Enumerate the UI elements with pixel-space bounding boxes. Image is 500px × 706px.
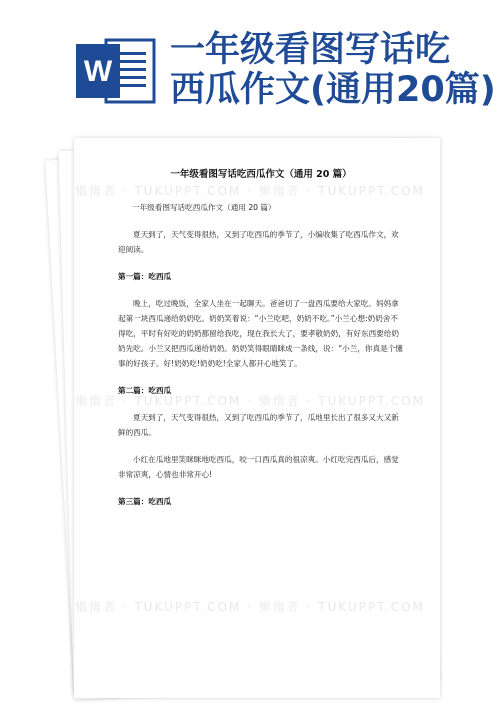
section-heading: 第一篇：吃西瓜 bbox=[118, 272, 172, 281]
section-paragraph: 晚上，吃过晚饭，全家人坐在一起聊天。爸爸切了一盘西瓜要给大家吃。妈妈拿起第一块西瓜递给奶奶吃。奶奶笑着说：“小兰吃吧，奶奶不吃。”小兰心想:奶奶舍不得吃，平时有好吃的奶奶都留给我吃，现在我长大了，要孝敬奶奶，有好东西要给奶奶先吃。小兰又把西瓜递给奶奶。奶奶笑得眼睛眯成一条线，说：“小兰，你真是个懂事的好孩子。好!奶奶吃!奶奶吃!全家人都开心地笑了。 bbox=[118, 299, 403, 368]
word-document-icon bbox=[76, 34, 158, 108]
document-subtitle: 一年级看图写话吃西瓜作文（通用 20 篇） bbox=[132, 203, 276, 212]
document-title: 一年级看图写话吃西瓜作文（通用 20 篇） bbox=[170, 169, 352, 180]
hero-title bbox=[170, 30, 496, 110]
watermark: 懒惰者 · TUKUPPT.COM · 懒惰者 · TUKUPPT.COM bbox=[75, 394, 425, 408]
section-paragraph: 夏天到了，天气变得很热，又到了吃西瓜的季节了，瓜地里长出了很多又大又新鲜的西瓜。 bbox=[118, 413, 399, 437]
document-page bbox=[74, 138, 440, 698]
hero-title-line1: 一年级看图写话吃 bbox=[170, 30, 451, 70]
section-heading: 第三篇：吃西瓜 bbox=[118, 497, 172, 506]
section-paragraph: 小红在瓜地里笑眯眯地吃西瓜，咬一口西瓜真的很凉爽。小红吃完西瓜后，感觉非常凉爽，心情也非常开心! bbox=[118, 455, 399, 479]
hero-title-line2: 西瓜作文(通用20篇) bbox=[170, 70, 496, 110]
watermark: 懒惰者 · TUKUPPT.COM · 懒惰者 · TUKUPPT.COM bbox=[75, 600, 425, 614]
word-icon-letter: W bbox=[83, 55, 113, 88]
intro-paragraph: 夏天到了，天气变得很热，又到了吃西瓜的季节了，小编收集了吃西瓜作文，欢迎阅读。 bbox=[118, 230, 399, 254]
watermark: 懒惰者 · TUKUPPT.COM · 懒惰者 · TUKUPPT.COM bbox=[75, 184, 425, 198]
section-heading: 第二篇：吃西瓜 bbox=[118, 386, 172, 395]
